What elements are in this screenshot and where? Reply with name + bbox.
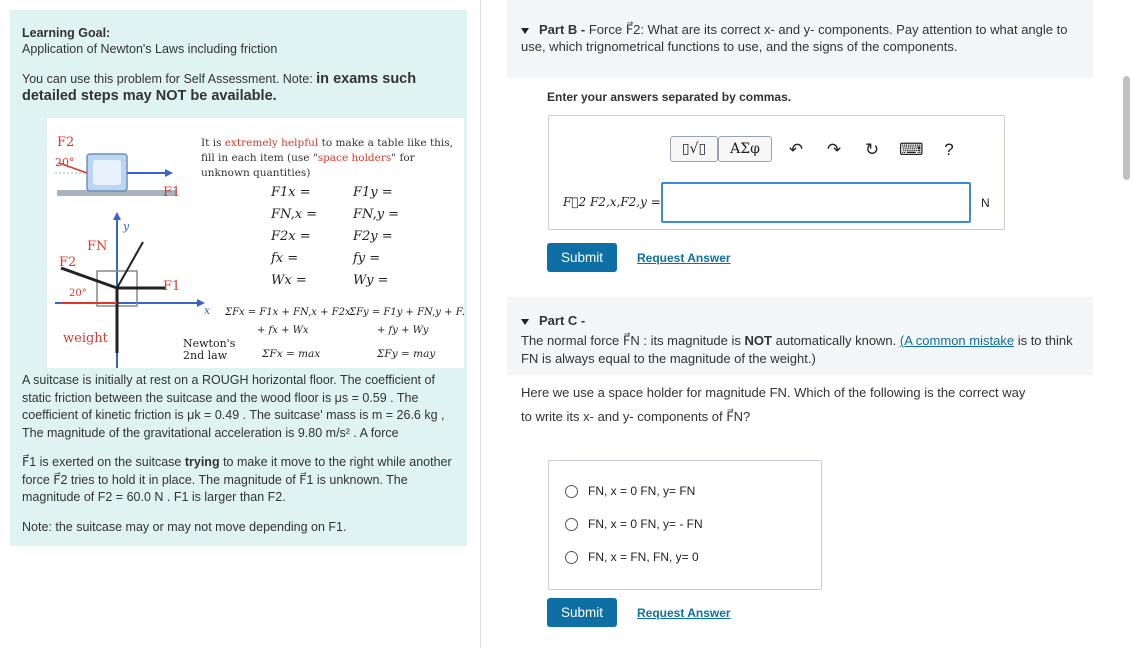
- part-c-question-line2: to write its x- and y- components of F⃗N?: [521, 409, 751, 424]
- force-diagram-figure: [47, 118, 464, 368]
- redo-icon[interactable]: ↷: [826, 140, 842, 159]
- part-c-desc-pre: The normal force F⃗N : its magnitude is: [521, 333, 741, 348]
- part-c-label: Part C -: [539, 313, 586, 328]
- collapse-caret-icon[interactable]: [521, 28, 529, 34]
- answer-input[interactable]: [661, 182, 971, 223]
- table-cell: fy =: [353, 251, 381, 266]
- choice-label: FN, x = 0 FN, y= FN: [588, 484, 696, 498]
- scrollbar-thumb[interactable]: [1123, 76, 1130, 180]
- sum-x-line2: + fx + Wx: [257, 325, 309, 336]
- keyboard-icon[interactable]: ⌨: [899, 140, 924, 159]
- table-cell: Wx =: [271, 273, 307, 288]
- table-cell: Wy =: [353, 273, 389, 288]
- learning-goal-text: Application of Newton's Laws including friction: [22, 42, 278, 56]
- self-assessment-note: [22, 71, 452, 105]
- radio-button[interactable]: [565, 551, 578, 564]
- force-diagram: [47, 118, 464, 368]
- table-cell: F1y =: [353, 185, 393, 200]
- part-c-desc-bold: NOT: [744, 333, 772, 348]
- table-cell: fx =: [271, 251, 299, 266]
- column-divider: [480, 0, 481, 648]
- component-table: [270, 185, 399, 288]
- part-c-question-line1: Here we use a space holder for magnitude FN. Which of the following is the correct way: [521, 385, 1026, 400]
- sum-x-line1: ΣFx = F1x + FN,x + F2x: [225, 307, 351, 318]
- newtons-law-line1: Newton's: [183, 337, 236, 350]
- part-b-header[interactable]: [507, 0, 1093, 78]
- problem-statement: [22, 372, 462, 548]
- part-c-desc-mid: automatically known.: [775, 333, 897, 348]
- part-c-title[interactable]: [521, 313, 585, 328]
- label-f2-top: F2: [57, 135, 75, 150]
- multiple-choice-panel: [548, 460, 822, 590]
- table-note-line1: It is extremely helpful to make a table like this,: [201, 137, 454, 149]
- table-cell: FN,y =: [353, 207, 400, 222]
- table-note-line2: fill in each item (use "space holders" for: [201, 152, 415, 164]
- part-b-question: Force F⃗2: What are its correct x- and y- components. Pay attention to what angle to use, which trignometrical functions to use, and the signs of the components.: [521, 22, 1068, 54]
- problem-p2-bold: trying: [184, 455, 220, 469]
- symbols-button[interactable]: ΑΣφ: [718, 136, 772, 162]
- choice-option-1[interactable]: [565, 484, 695, 498]
- label-x: x: [204, 304, 211, 317]
- radio-button[interactable]: [565, 485, 578, 498]
- table-cell: FN,x =: [271, 207, 318, 222]
- learning-goal-title: Learning Goal:: [22, 26, 111, 40]
- part-c-question: [521, 381, 1091, 429]
- undo-icon[interactable]: ↶: [788, 140, 804, 159]
- problem-note: Note: the suitcase may or may not move depending on F1.: [22, 519, 347, 534]
- newton-x-equation: ΣFx = max: [262, 348, 321, 360]
- sum-y-line2: + fy + Wy: [377, 325, 429, 336]
- label-fn: FN: [87, 239, 108, 254]
- part-c-submit-button[interactable]: Submit: [547, 598, 617, 627]
- label-f2-fbd: F2: [59, 255, 77, 270]
- part-c-desc-post: is to think FN is always equal to the magnitude of the weight.): [521, 333, 1073, 366]
- unit-label: N: [981, 196, 990, 210]
- sum-y-line1: ΣFy = F1y + FN,y + F2y: [349, 307, 464, 318]
- reset-icon[interactable]: ↻: [864, 140, 880, 159]
- part-c-header[interactable]: [507, 297, 1093, 375]
- self-assessment-text: You can use this problem for Self Assessment. Note:: [22, 72, 313, 86]
- f1-arrowhead-top: [165, 169, 173, 177]
- part-c-description: [521, 332, 1081, 368]
- label-y: y: [123, 220, 130, 233]
- label-f1-top: F1: [163, 185, 181, 200]
- part-b-request-answer-link[interactable]: Request Answer: [637, 251, 731, 265]
- label-weight: weight: [63, 331, 108, 346]
- part-b-title[interactable]: [521, 21, 1081, 55]
- self-assessment-warning: in exams such detailed steps may NOT be available.: [22, 71, 417, 104]
- problem-paragraph-2: [22, 454, 462, 507]
- suitcase-face: [93, 160, 121, 185]
- problem-p2-post: to make it move to the right while another force F⃗2 tries to hold it in place. The magnitude of F⃗1 is unknown. The magnitude of F2 = 60.0 N . F1 is larger than F2.: [22, 455, 452, 504]
- table-note-line3: unknown quantities): [201, 167, 311, 179]
- choice-label: FN, x = FN, FN, y= 0: [588, 550, 699, 564]
- y-axis-arrowhead: [113, 212, 121, 220]
- label-angle-top: 20°: [55, 156, 75, 169]
- answer-entry-panel: [548, 115, 1005, 230]
- templates-button[interactable]: ▯√▯: [670, 136, 718, 162]
- fn-fbd-vector: [117, 242, 143, 288]
- part-c-request-answer-link[interactable]: Request Answer: [637, 606, 731, 620]
- scrollbar[interactable]: [1121, 70, 1132, 648]
- help-icon[interactable]: ?: [944, 140, 954, 159]
- part-b-label: Part B -: [539, 22, 586, 37]
- learning-goal-panel: [10, 10, 467, 546]
- label-f1-fbd: F1: [163, 279, 181, 294]
- newtons-law-line2: 2nd law: [183, 349, 228, 362]
- equation-label: F⃗2 F2,x,F2,y =: [563, 195, 661, 209]
- choice-option-2[interactable]: [565, 517, 703, 531]
- common-mistake-link[interactable]: (A common mistake: [899, 333, 1015, 348]
- label-angle-fbd: 20°: [69, 288, 87, 299]
- enter-instructions: Enter your answers separated by commas.: [547, 90, 792, 104]
- choice-label: FN, x = 0 FN, y= - FN: [588, 517, 703, 531]
- collapse-caret-icon[interactable]: [521, 319, 529, 325]
- newton-y-equation: ΣFy = may: [377, 348, 436, 360]
- radio-button[interactable]: [565, 518, 578, 531]
- problem-p2-pre: F⃗1 is exerted on the suitcase: [22, 455, 182, 469]
- table-cell: F2y =: [353, 229, 393, 244]
- part-b-submit-button[interactable]: Submit: [547, 243, 617, 272]
- table-cell: F2x =: [271, 229, 311, 244]
- problem-paragraph-1: A suitcase is initially at rest on a ROUGH horizontal floor. The coefficient of static friction between the suitcase and the wood floor is μs = 0.59 . The coefficient of kinetic friction is μk = 0.49 . The suitcase' mass is m = 26.6 kg , The magnitude of the gravitational acceleration is 9.80 m/s² . A force: [22, 373, 445, 440]
- choice-option-3[interactable]: [565, 550, 699, 564]
- table-cell: F1x =: [271, 185, 311, 200]
